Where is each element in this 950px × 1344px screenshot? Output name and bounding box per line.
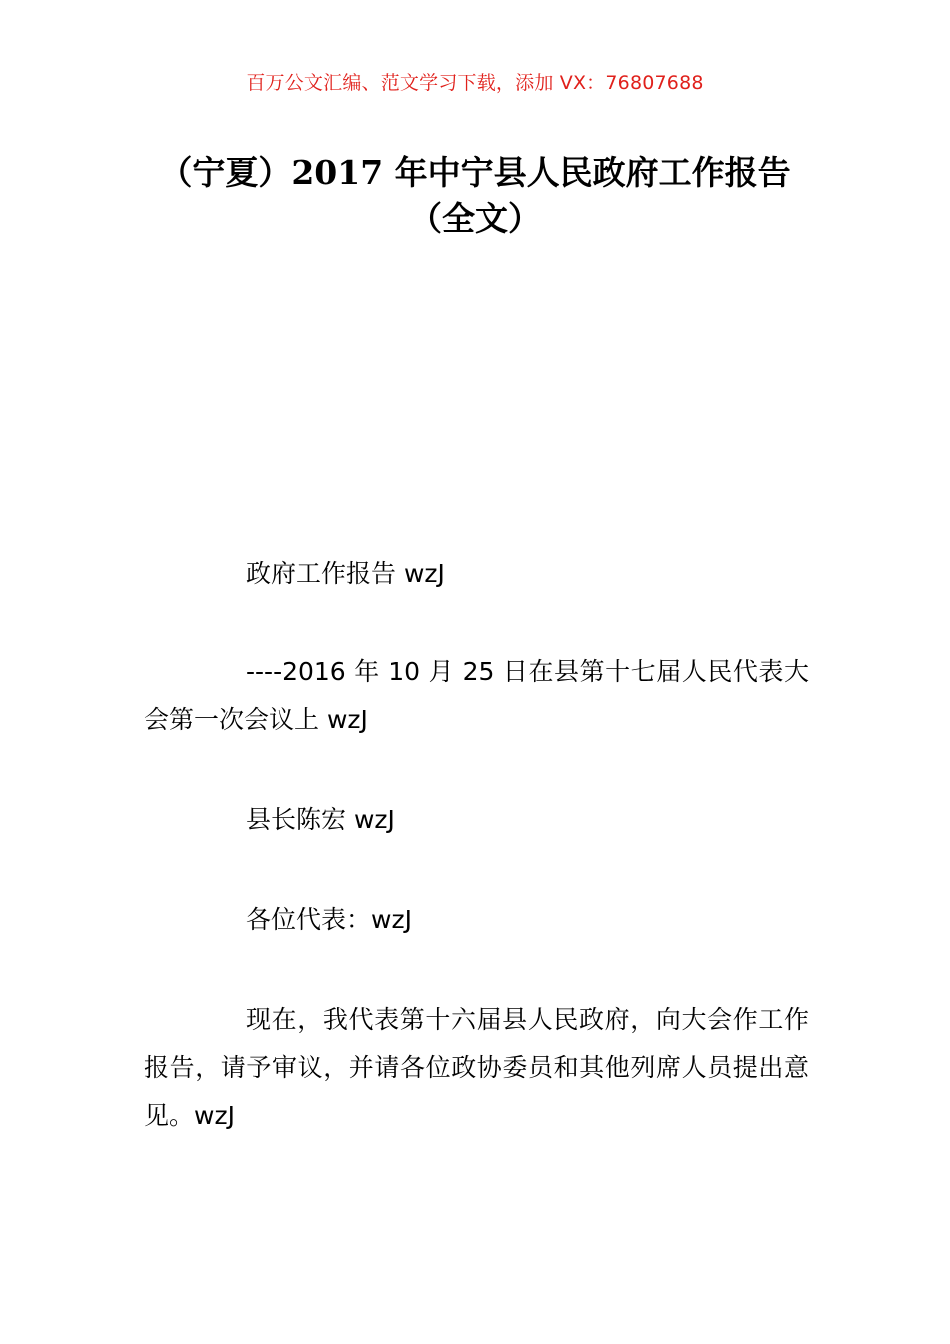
body-paragraph: 现在，我代表第十六届县人民政府，向大会作工作报告，请予审议，并请各位政协委员和其他列席人员提出意见。wzJ xyxy=(144,1005,809,1130)
speaker-paragraph: 县长陈宏 wzJ xyxy=(246,805,395,834)
meeting-info-paragraph: ----2016 年 10 月 25 日在县第十七届人民代表大会第一次会议上 wzJ xyxy=(144,657,809,734)
salutation-paragraph: 各位代表：wzJ xyxy=(246,905,412,934)
document-title xyxy=(120,150,830,242)
header-note: 百万公文汇编、范文学习下载，添加 VX：76807688 xyxy=(246,72,704,94)
title-line-1: （宁夏）2017 年中宁县人民政府工作报告 xyxy=(159,153,791,192)
title-line-2: （全文） xyxy=(409,199,541,238)
report-heading-paragraph: 政府工作报告 wzJ xyxy=(246,559,445,588)
